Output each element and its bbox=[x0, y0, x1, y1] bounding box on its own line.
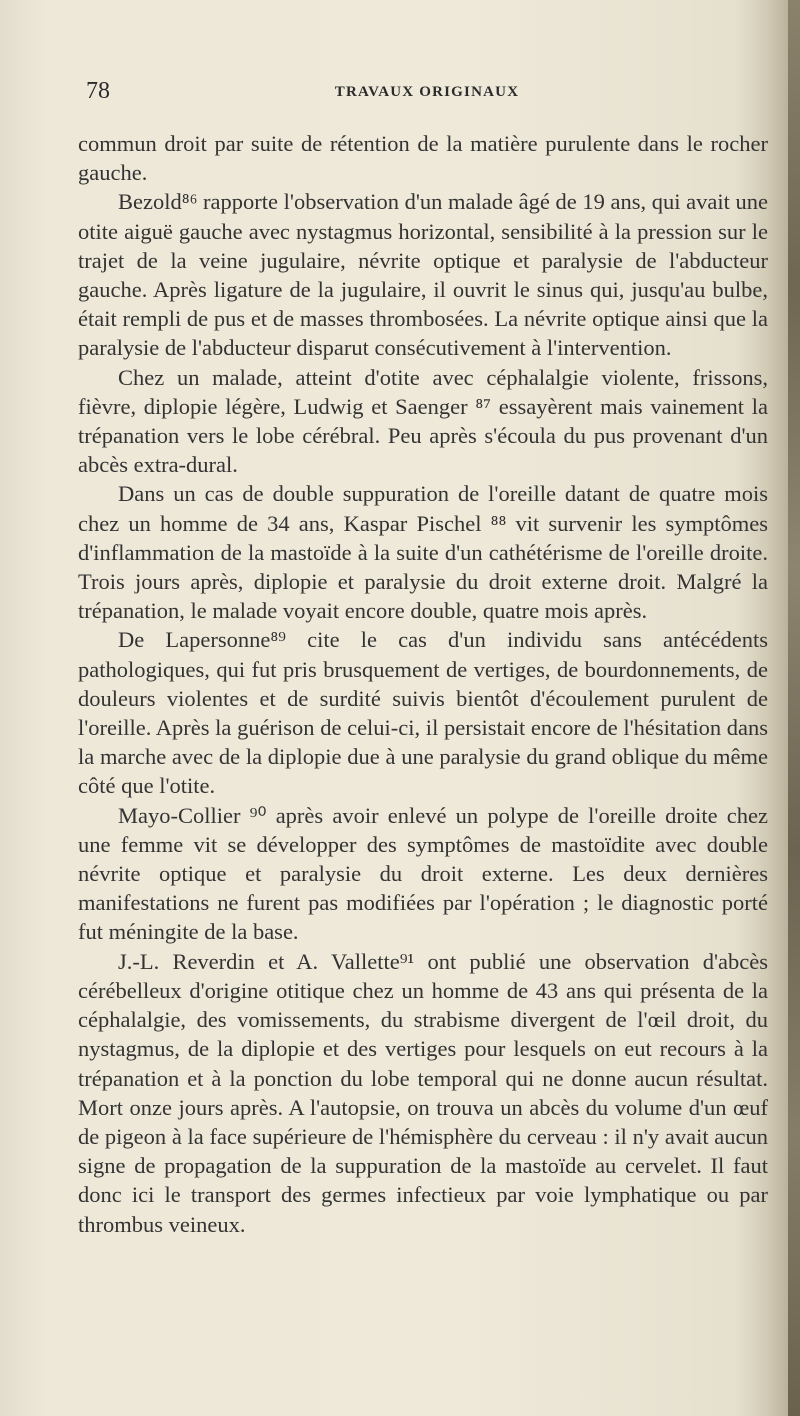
paragraph-continuation: commun droit par suite de rétention de la matière purulente dans le rocher gauche. bbox=[78, 131, 768, 186]
page-header bbox=[86, 78, 768, 108]
paragraph-reverdin-vallette: J.-L. Reverdin et A. Vallette⁹¹ ont publié une observation d'abcès cérébelleux d'origine otitique chez un homme de 43 ans qui présenta de la céphalalgie, des vomissements, du strabisme divergent de l'œil droit, du nystagmus, de la diplopie et des vertiges pour lesquels on eut recours à la trépanation et à la ponction du lobe temporal qui ne donne aucun résultat. Mort onze jours après. A l'autopsie, on trouva un abcès du volume d'un œuf de pigeon à la face supérieure de l'hémisphère du cerveau : il n'y avait aucun signe de propagation de la suppuration de la mastoïde au cervelet. Il faut donc ici le transport des germes infectieux par voie lymphatique ou par thrombus veineux. bbox=[78, 948, 768, 1237]
body-text bbox=[78, 129, 768, 1239]
page-number: 78 bbox=[86, 78, 110, 104]
paragraph-mayo-collier: Mayo-Collier ⁹⁰ après avoir enlevé un polype de l'oreille droite chez une femme vit se développer des symptômes de mastoïdite avec double névrite optique et paralysie du droit externe. Les deux dernières manifestations ne furent pas modifiées par l'opération ; le diagnostic porté fut méningite de la base. bbox=[78, 802, 768, 945]
paragraph-lapersonne: De Lapersonne⁸⁹ cite le cas d'un individu sans antécédents pathologiques, qui fut pris brusquement de vertiges, de bourdonnements, de douleurs violentes et de surdité suivis bientôt d'écoulement purulent de l'oreille. Après la guérison de celui-ci, il persistait encore de l'hésitation dans la marche avec de la diplopie due à une paralysie du grand oblique du même côté que l'otite. bbox=[78, 627, 768, 799]
page-edge bbox=[788, 0, 800, 1416]
paragraph-bezold: Bezold⁸⁶ rapporte l'observation d'un malade âgé de 19 ans, qui avait une otite aiguë gauche avec nystagmus horizontal, sensibilité à la pression sur le trajet de la veine jugulaire, névrite optique et paralysie de l'abducteur gauche. Après ligature de la jugulaire, il ouvrit le sinus qui, jusqu'au bulbe, était rempli de pus et de masses thrombosées. La névrite optique ainsi que la paralysie de l'abducteur disparut consécutivement à l'intervention. bbox=[78, 189, 768, 361]
paragraph-pischel: Dans un cas de double suppuration de l'oreille datant de quatre mois chez un homme de 34 ans, Kaspar Pischel ⁸⁸ vit survenir les symptômes d'inflammation de la mastoïde à la suite d'un cathétérisme de l'oreille droite. Trois jours après, diplopie et paralysie du droit externe droit. Malgré la trépanation, le malade voyait encore double, quatre mois après. bbox=[78, 481, 768, 624]
running-head: TRAVAUX ORIGINAUX bbox=[334, 84, 520, 100]
paragraph-ludwig-saenger: Chez un malade, atteint d'otite avec céphalalgie violente, frissons, fièvre, diplopie légère, Ludwig et Saenger ⁸⁷ essayèrent mais vainement la trépanation vers le lobe cérébral. Peu après s'écoula du pus provenant d'un abcès extra-dural. bbox=[78, 364, 768, 478]
